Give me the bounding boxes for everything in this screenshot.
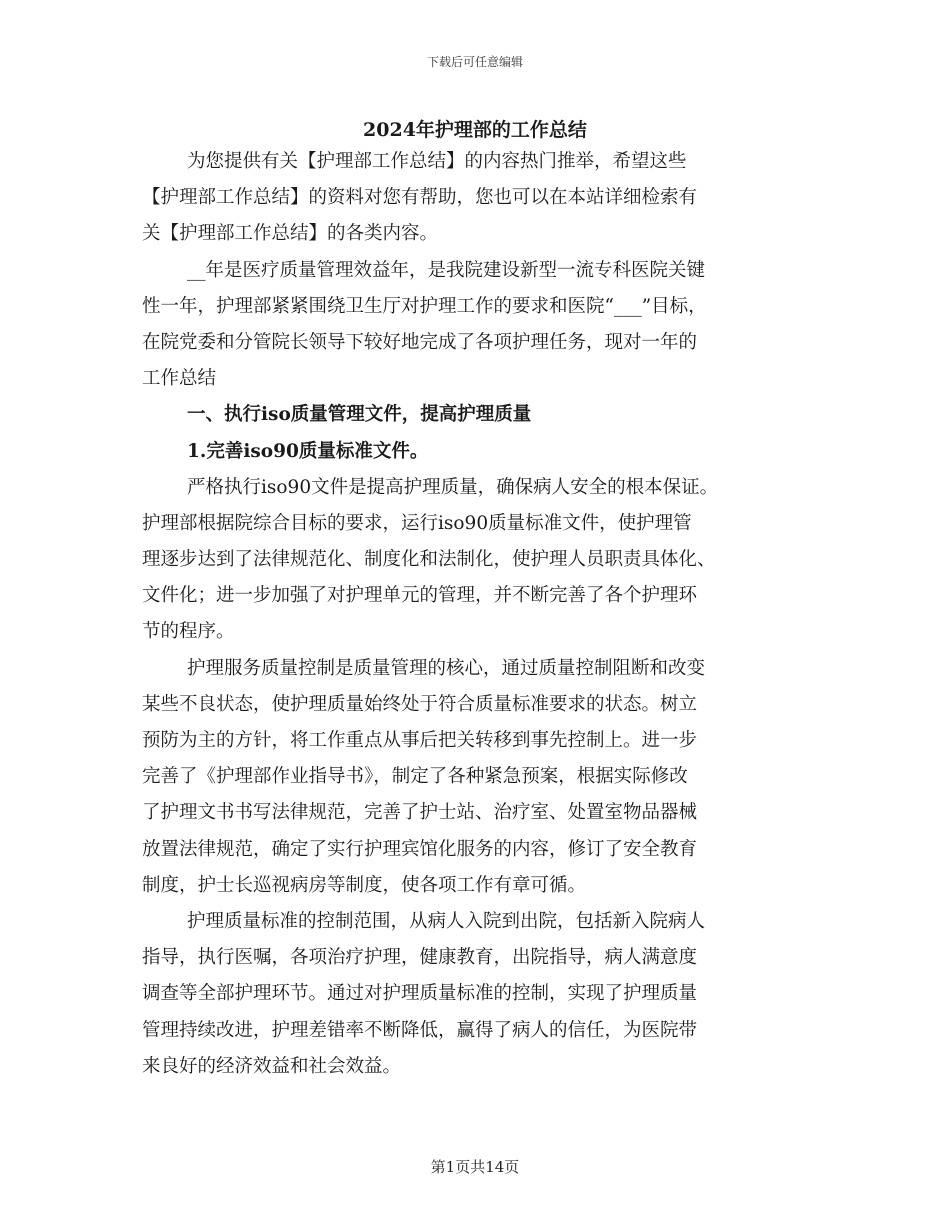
body-text-line: 护理服务质量控制是质量管理的核心，通过质量控制阻断和改变: [187, 657, 706, 679]
body-text-line: 某些不良状态，使护理质量始终处于符合质量标准要求的状态。树立: [142, 693, 698, 715]
body-text-line: 【护理部工作总结】的资料对您有帮助，您也可以在本站详细检索有: [142, 187, 698, 209]
body-text-line: 为您提供有关【护理部工作总结】的内容热门推举，希望这些: [187, 151, 687, 172]
body-text-line: 了护理文书书写法律规范，完善了护士站、治疗室、处置室物品器械: [142, 802, 698, 824]
body-text-line: 文件化；进一步加强了对护理单元的管理，并不断完善了各个护理环: [142, 585, 698, 607]
body-text-line: 放置法律规范，确定了实行护理宾馆化服务的内容，修订了安全教育: [142, 838, 698, 860]
page-footer-number: 第1页共14页: [430, 1158, 520, 1176]
body-text-line: 管理持续改进，护理差错率不断降低，赢得了病人的信任，为医院带: [142, 1019, 698, 1041]
body-text-line: 在院党委和分管院长领导下较好地完成了各项护理任务，现对一年的: [142, 331, 698, 353]
page-header-note: 下载后可任意编辑: [426, 55, 523, 69]
document-title: 2024年护理部的工作总结: [363, 119, 587, 141]
body-text-line: 预防为主的方针，将工作重点从事后把关转移到事先控制上。进一步: [142, 730, 698, 751]
body-text-line: 理逐步达到了法律规范化、制度化和法制化，使护理人员职责具体化、: [142, 549, 716, 571]
document-body: [142, 144, 814, 1085]
body-text-line: 完善了《护理部作业指导书》，制定了各种紧急预案，根据实际修改: [142, 766, 688, 788]
body-text-line: __年是医疗质量管理效益年，是我院建设新型一流专科医院关键: [187, 259, 706, 281]
body-text-line: 调查等全部护理环节。通过对护理质量标准的控制，实现了护理质量: [142, 983, 698, 1005]
body-text-line: 护理质量标准的控制范围，从病人入院到出院，包括新入院病人: [187, 910, 706, 932]
body-text-line: 严格执行iso90文件是提高护理质量，确保病人安全的根本保证。: [187, 476, 719, 498]
body-text-line: 指导，执行医嘱，各项治疗护理，健康教育，出院指导，病人满意度: [142, 947, 698, 969]
section-heading-line: 一、执行iso质量管理文件，提高护理质量: [187, 404, 532, 426]
section-heading-line: 1.完善iso90质量标准文件。: [187, 440, 429, 462]
body-text-line: 关【护理部工作总结】的各类内容。: [142, 223, 439, 245]
body-text-line: 来良好的经济效益和社会效益。: [142, 1055, 402, 1077]
body-text-line: 制度，护士长巡视病房等制度，使各项工作有章可循。: [142, 874, 587, 896]
body-text-line: 节的程序。: [142, 621, 235, 643]
body-text-line: 护理部根据院综合目标的要求，运行iso90质量标准文件，使护理管: [142, 512, 692, 534]
body-text-line: 工作总结: [142, 368, 217, 390]
body-text-line: 性一年，护理部紧紧围绕卫生厅对护理工作的要求和医院“___”目标，: [142, 295, 707, 317]
